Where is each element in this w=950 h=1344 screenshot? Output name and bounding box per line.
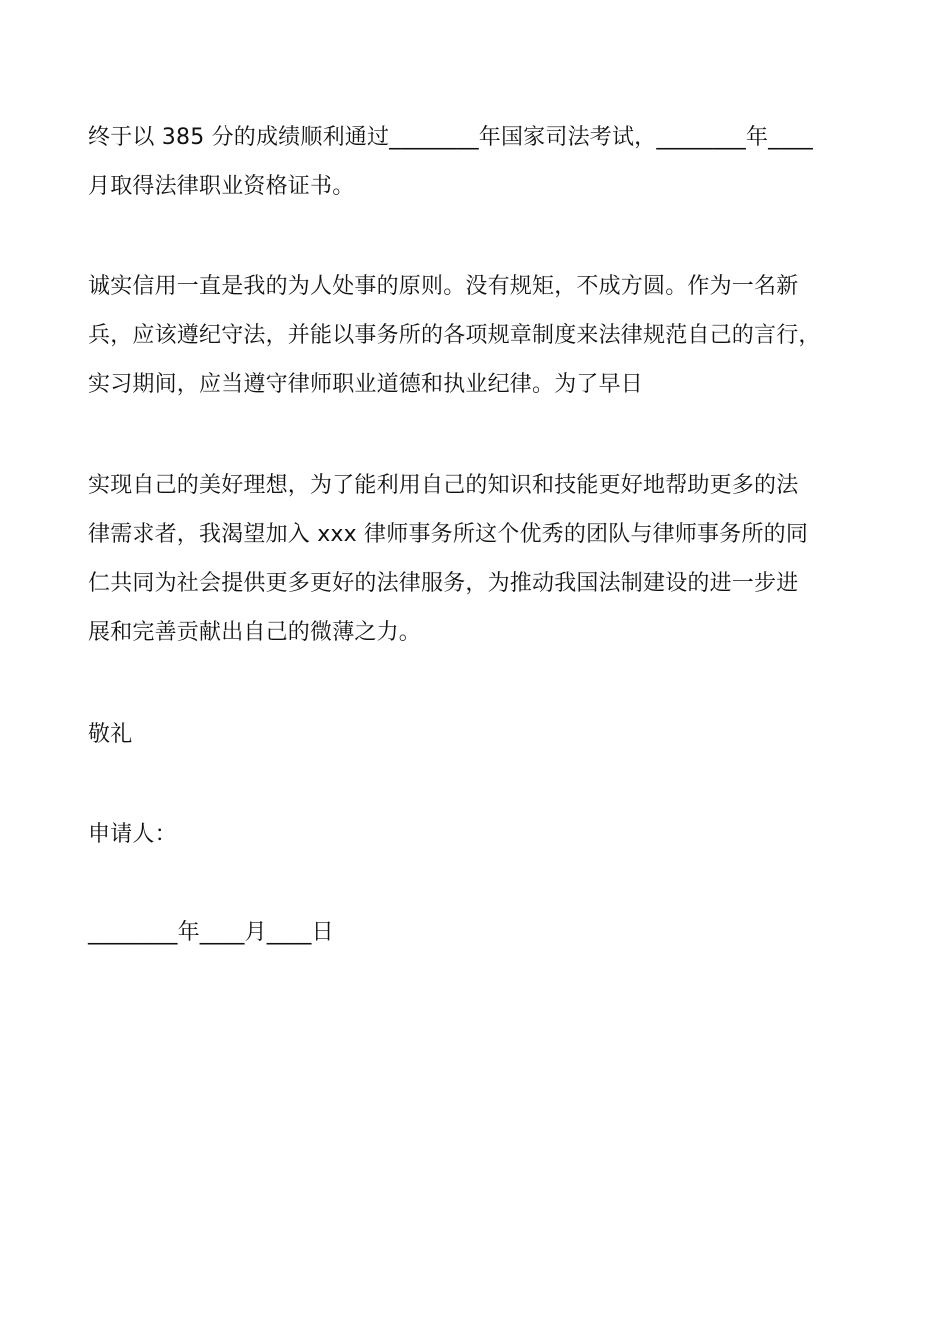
applicant-label: 申请人： — [88, 822, 177, 847]
paragraph-exam-result — [88, 113, 878, 211]
paragraph-line: 终于以 385 分的成绩顺利通过________年国家司法考试，________年____ — [88, 125, 813, 150]
date-line: ________年____月____日 — [88, 920, 334, 945]
paragraph-line: 月取得法律职业资格证书。 — [88, 174, 355, 199]
closing-salutation: 敬礼 — [88, 722, 133, 747]
paragraph-line: 展和完善贡献出自己的微薄之力。 — [88, 620, 422, 645]
paragraph-line: 实现自己的美好理想，为了能利用自己的知识和技能更好地帮助更多的法 — [88, 473, 799, 498]
paragraph-line: 诚实信用一直是我的为人处事的原则。没有规矩，不成方圆。作为一名新 — [88, 274, 799, 299]
paragraph-line: 律需求者，我渴望加入 xxx 律师事务所这个优秀的团队与律师事务所的同 — [88, 522, 809, 547]
paragraph-line: 兵，应该遵纪守法，并能以事务所的各项规章制度来法律规范自己的言行， — [88, 323, 821, 348]
paragraph-line: 实习期间，应当遵守律师职业道德和执业纪律。为了早日 — [88, 372, 644, 397]
paragraph-line: 仁共同为社会提供更多更好的法律服务，为推动我国法制建设的进一步进 — [88, 571, 799, 596]
paragraph-integrity — [88, 262, 878, 409]
paragraph-aspiration — [88, 461, 878, 657]
